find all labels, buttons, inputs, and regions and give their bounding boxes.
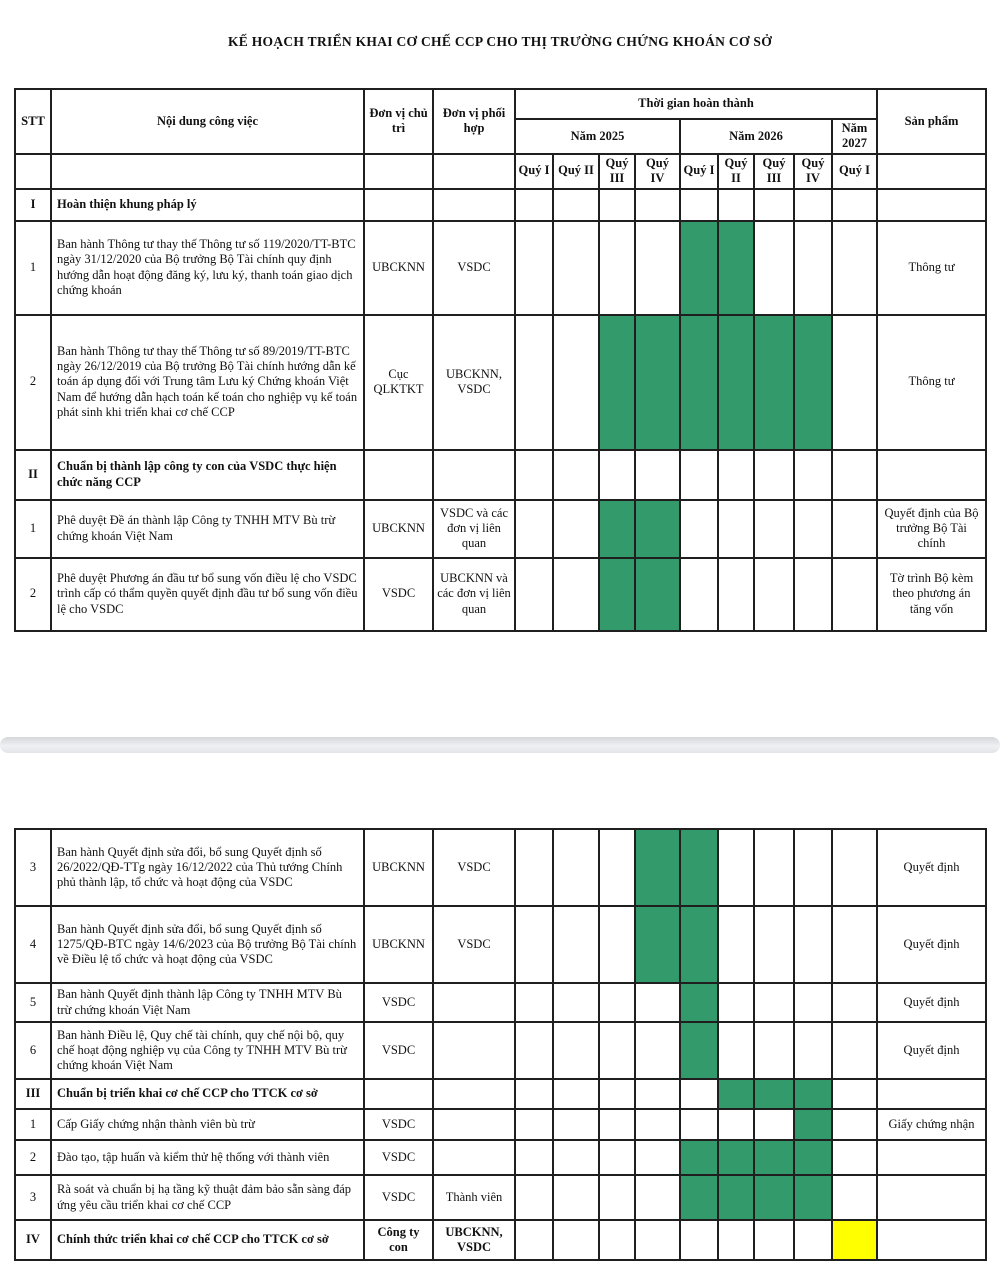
timeline-cell: [599, 1140, 635, 1175]
row-number-cell: 1: [15, 221, 51, 315]
product-cell: Giấy chứng nhận: [877, 1109, 986, 1140]
timeline-cell-marked: [754, 1140, 794, 1175]
timeline-cell: [754, 906, 794, 983]
timeline-cell: [832, 1079, 877, 1109]
timeline-cell: [754, 983, 794, 1022]
timeline-cell: [832, 829, 877, 906]
task-cell: Phê duyệt Phương án đầu tư bổ sung vốn điều lệ cho VSDC trình cấp có thẩm quyền quyết định đầu tư bổ sung vốn điều lệ cho VSDC: [51, 558, 364, 631]
timeline-cell: [515, 500, 553, 558]
table-row: [15, 558, 986, 631]
timeline-cell: [832, 1109, 877, 1140]
row-number-cell: 5: [15, 983, 51, 1022]
timeline-cell: [515, 450, 553, 500]
timeline-cell: [754, 1220, 794, 1260]
timeline-cell: [515, 1220, 553, 1260]
timeline-cell: [718, 500, 754, 558]
table-row: [15, 1022, 986, 1079]
timeline-cell-marked: [794, 1175, 832, 1220]
header-row-quarters: [15, 154, 986, 189]
empty-cell: [364, 154, 433, 189]
year-header-2027: Năm 2027: [832, 119, 877, 154]
timeline-cell-marked: [718, 221, 754, 315]
timeline-cell: [680, 1220, 718, 1260]
timeline-cell: [515, 906, 553, 983]
task-cell: Chuẩn bị triển khai cơ chế CCP cho TTCK cơ sở: [51, 1079, 364, 1109]
quarter-header: Quý III: [754, 154, 794, 189]
timeline-cell: [515, 829, 553, 906]
quarter-header: Quý IV: [635, 154, 680, 189]
task-cell: Ban hành Quyết định sửa đổi, bổ sung Quyết định số 26/2022/QĐ-TTg ngày 16/12/2022 của Thủ tướng Chính phủ thành lập, tổ chức và hoạt động của VSDC: [51, 829, 364, 906]
product-cell: Quyết định: [877, 906, 986, 983]
timeline-cell-marked: [718, 1175, 754, 1220]
timeline-cell: [553, 1175, 599, 1220]
timeline-cell: [718, 1022, 754, 1079]
page-title: KẾ HOẠCH TRIỂN KHAI CƠ CHẾ CCP CHO THỊ TRƯỜNG CHỨNG KHOÁN CƠ SỞ: [227, 34, 773, 49]
lead-unit-cell: [364, 450, 433, 500]
table-row: [15, 500, 986, 558]
timeline-cell-marked: [754, 1079, 794, 1109]
task-cell: Rà soát và chuẩn bị hạ tầng kỹ thuật đảm bảo sẵn sàng đáp ứng yêu cầu triển khai cơ chế CCP: [51, 1175, 364, 1220]
timeline-cell: [832, 450, 877, 500]
timeline-cell: [635, 189, 680, 221]
task-cell: Ban hành Thông tư thay thế Thông tư số 119/2020/TT-BTC ngày 31/12/2020 của Bộ trưởng Bộ Tài chính quy định hướng dẫn hoạt động đăng ký, lưu ký, thanh toán giao dịch chứng khoán: [51, 221, 364, 315]
timeline-cell-marked: [680, 1022, 718, 1079]
timeline-cell-marked: [635, 500, 680, 558]
row-number-cell: 4: [15, 906, 51, 983]
timeline-cell: [553, 558, 599, 631]
timeline-cell: [832, 189, 877, 221]
quarter-header: Quý IV: [794, 154, 832, 189]
lead-unit-cell: VSDC: [364, 983, 433, 1022]
table-row: [15, 983, 986, 1022]
coop-unit-cell: UBCKNN, VSDC: [433, 315, 515, 450]
timeline-cell: [680, 189, 718, 221]
timeline-cell: [515, 1022, 553, 1079]
timeline-cell: [794, 221, 832, 315]
section-number-cell: I: [15, 189, 51, 221]
timeline-cell: [680, 500, 718, 558]
coop-unit-cell: VSDC và các đơn vị liên quan: [433, 500, 515, 558]
timeline-cell: [832, 1022, 877, 1079]
timeline-cell-marked: [794, 1109, 832, 1140]
timeline-cell: [599, 221, 635, 315]
year-header-2025: Năm 2025: [515, 119, 680, 154]
timeline-cell: [515, 1079, 553, 1109]
timeline-cell-marked: [599, 558, 635, 631]
product-cell: Quyết định: [877, 983, 986, 1022]
timeline-cell: [635, 1079, 680, 1109]
timeline-cell-marked: [794, 315, 832, 450]
lead-unit-cell: VSDC: [364, 1175, 433, 1220]
timeline-cell: [635, 1220, 680, 1260]
row-number-cell: 6: [15, 1022, 51, 1079]
timeline-cell: [832, 315, 877, 450]
timeline-cell: [599, 1079, 635, 1109]
coop-unit-cell: UBCKNN và các đơn vị liên quan: [433, 558, 515, 631]
task-cell: Hoàn thiện khung pháp lý: [51, 189, 364, 221]
task-cell: Đào tạo, tập huấn và kiểm thử hệ thống với thành viên: [51, 1140, 364, 1175]
row-number-cell: 1: [15, 1109, 51, 1140]
table-row: [15, 1220, 986, 1260]
timeline-cell: [754, 221, 794, 315]
table-row: [15, 189, 986, 221]
timeline-cell-marked: [680, 221, 718, 315]
coop-unit-cell: [433, 1140, 515, 1175]
lead-unit-cell: UBCKNN: [364, 906, 433, 983]
lead-unit-cell: UBCKNN: [364, 829, 433, 906]
quarter-header: Quý II: [553, 154, 599, 189]
lead-unit-cell: VSDC: [364, 1022, 433, 1079]
quarter-header: Quý III: [599, 154, 635, 189]
timeline-cell: [680, 1079, 718, 1109]
timeline-cell-marked: [599, 500, 635, 558]
row-number-cell: 3: [15, 1175, 51, 1220]
lead-unit-cell: UBCKNN: [364, 221, 433, 315]
task-cell: Phê duyệt Đề án thành lập Công ty TNHH MTV Bù trừ chứng khoán Việt Nam: [51, 500, 364, 558]
timeline-cell: [754, 1022, 794, 1079]
table-row: [15, 906, 986, 983]
timeline-cell: [718, 1109, 754, 1140]
plan-table-upper: [14, 88, 987, 632]
timeline-cell: [754, 500, 794, 558]
timeline-cell: [794, 558, 832, 631]
timeline-cell: [794, 500, 832, 558]
timeline-cell-marked: [718, 1079, 754, 1109]
plan-table-lower: [14, 828, 987, 1261]
product-cell: Quyết định của Bộ trưởng Bộ Tài chính: [877, 500, 986, 558]
lead-unit-cell: VSDC: [364, 1140, 433, 1175]
timeline-cell: [754, 189, 794, 221]
timeline-cell: [832, 558, 877, 631]
timeline-cell: [718, 450, 754, 500]
timeline-cell: [515, 221, 553, 315]
timeline-cell-marked: [635, 558, 680, 631]
timeline-cell: [553, 906, 599, 983]
lead-unit-cell: Công ty con: [364, 1220, 433, 1260]
timeline-cell: [553, 450, 599, 500]
timeline-cell: [718, 829, 754, 906]
row-number-cell: 2: [15, 315, 51, 450]
product-cell: [877, 450, 986, 500]
table-row: [15, 450, 986, 500]
timeline-cell: [635, 1140, 680, 1175]
timeline-cell: [718, 189, 754, 221]
quarter-header: Quý II: [718, 154, 754, 189]
product-cell: [877, 1140, 986, 1175]
timeline-cell: [832, 1140, 877, 1175]
task-cell: Ban hành Điều lệ, Quy chế tài chính, quy chế nội bộ, quy chế hoạt động nghiệp vụ của Công ty TNHH MTV Bù trừ chứng khoán Việt Nam: [51, 1022, 364, 1079]
product-cell: Thông tư: [877, 221, 986, 315]
timeline-cell: [553, 500, 599, 558]
timeline-cell: [635, 983, 680, 1022]
timeline-cell-marked: [599, 315, 635, 450]
timeline-cell: [635, 450, 680, 500]
timeline-cell: [599, 1022, 635, 1079]
empty-cell: [51, 154, 364, 189]
timeline-cell-marked: [680, 315, 718, 450]
timeline-cell: [553, 315, 599, 450]
empty-cell: [433, 154, 515, 189]
product-cell: Quyết định: [877, 829, 986, 906]
row-number-cell: 2: [15, 1140, 51, 1175]
empty-cell: [15, 154, 51, 189]
coop-unit-cell: [433, 1079, 515, 1109]
timeline-cell: [718, 906, 754, 983]
col-header-task: Nội dung công việc: [51, 89, 364, 154]
product-cell: [877, 1220, 986, 1260]
timeline-cell-marked: [680, 906, 718, 983]
timeline-cell: [718, 983, 754, 1022]
lead-unit-cell: VSDC: [364, 1109, 433, 1140]
timeline-cell: [599, 829, 635, 906]
timeline-cell: [553, 1109, 599, 1140]
table-row: [15, 315, 986, 450]
timeline-cell-marked: [635, 829, 680, 906]
timeline-cell-marked: [718, 315, 754, 450]
lead-unit-cell: UBCKNN: [364, 500, 433, 558]
task-cell: Cấp Giấy chứng nhận thành viên bù trừ: [51, 1109, 364, 1140]
task-cell: Ban hành Thông tư thay thế Thông tư số 89/2019/TT-BTC ngày 26/12/2019 của Bộ trưởng Bộ Tài chính hướng dẫn kế toán áp dụng đối với Trung tâm Lưu ký Chứng khoán Việt Nam để hướng dẫn hạch toán kế toán cho nghiệp vụ kế toán phát sinh khi triển khai cơ chế CCP: [51, 315, 364, 450]
timeline-cell: [680, 1109, 718, 1140]
row-number-cell: 1: [15, 500, 51, 558]
col-header-completion-time: Thời gian hoàn thành: [515, 89, 877, 119]
timeline-cell: [832, 983, 877, 1022]
col-header-product: Sản phẩm: [877, 89, 986, 154]
timeline-cell: [794, 189, 832, 221]
task-cell: Ban hành Quyết định thành lập Công ty TNHH MTV Bù trừ chứng khoán Việt Nam: [51, 983, 364, 1022]
product-cell: Thông tư: [877, 315, 986, 450]
timeline-cell: [515, 1175, 553, 1220]
timeline-cell: [680, 558, 718, 631]
timeline-cell: [553, 189, 599, 221]
timeline-cell-marked: [718, 1140, 754, 1175]
timeline-cell: [599, 1175, 635, 1220]
timeline-cell: [794, 1022, 832, 1079]
timeline-cell: [553, 221, 599, 315]
timeline-cell: [515, 558, 553, 631]
product-cell: [877, 1079, 986, 1109]
quarter-header: Quý I: [832, 154, 877, 189]
timeline-cell-marked: [794, 1140, 832, 1175]
lead-unit-cell: VSDC: [364, 558, 433, 631]
timeline-cell: [635, 1175, 680, 1220]
task-cell: Chuẩn bị thành lập công ty con của VSDC thực hiện chức năng CCP: [51, 450, 364, 500]
timeline-cell: [635, 1022, 680, 1079]
empty-cell: [877, 154, 986, 189]
timeline-cell-marked: [680, 1175, 718, 1220]
coop-unit-cell: [433, 189, 515, 221]
coop-unit-cell: VSDC: [433, 221, 515, 315]
timeline-cell-marked: [794, 1079, 832, 1109]
timeline-cell: [553, 983, 599, 1022]
timeline-cell: [832, 500, 877, 558]
timeline-cell: [794, 1220, 832, 1260]
timeline-cell: [754, 1109, 794, 1140]
timeline-cell: [515, 1140, 553, 1175]
timeline-cell-marked: [635, 906, 680, 983]
coop-unit-cell: [433, 1022, 515, 1079]
table-row: [15, 829, 986, 906]
coop-unit-cell: UBCKNN, VSDC: [433, 1220, 515, 1260]
header-row-main: [15, 89, 986, 119]
task-cell: Chính thức triển khai cơ chế CCP cho TTCK cơ sở: [51, 1220, 364, 1260]
timeline-cell: [599, 983, 635, 1022]
lead-unit-cell: [364, 189, 433, 221]
col-header-stt: STT: [15, 89, 51, 154]
timeline-cell: [515, 189, 553, 221]
timeline-cell: [599, 450, 635, 500]
timeline-cell: [832, 906, 877, 983]
timeline-cell: [599, 189, 635, 221]
timeline-cell: [832, 1175, 877, 1220]
table-row: [15, 1140, 986, 1175]
section-number-cell: III: [15, 1079, 51, 1109]
timeline-cell: [553, 1022, 599, 1079]
quarter-header: Quý I: [680, 154, 718, 189]
coop-unit-cell: [433, 983, 515, 1022]
timeline-cell-marked: [754, 315, 794, 450]
lead-unit-cell: Cục QLKTKT: [364, 315, 433, 450]
timeline-cell: [794, 906, 832, 983]
timeline-cell: [832, 221, 877, 315]
timeline-cell: [754, 450, 794, 500]
timeline-cell: [553, 829, 599, 906]
timeline-cell: [553, 1140, 599, 1175]
year-header-2026: Năm 2026: [680, 119, 832, 154]
coop-unit-cell: [433, 1109, 515, 1140]
horizontal-scrollbar-track[interactable]: [0, 737, 1000, 753]
timeline-cell: [599, 906, 635, 983]
timeline-cell: [635, 221, 680, 315]
timeline-cell: [635, 1109, 680, 1140]
table-row: [15, 1109, 986, 1140]
timeline-cell: [599, 1220, 635, 1260]
col-header-coop-unit: Đơn vị phối hợp: [433, 89, 515, 154]
timeline-cell: [553, 1079, 599, 1109]
timeline-cell: [553, 1220, 599, 1260]
table-row: [15, 1175, 986, 1220]
product-cell: [877, 1175, 986, 1220]
timeline-cell-marked: [680, 983, 718, 1022]
timeline-cell: [794, 450, 832, 500]
timeline-cell-marked: [754, 1175, 794, 1220]
coop-unit-cell: Thành viên: [433, 1175, 515, 1220]
timeline-cell: [680, 450, 718, 500]
coop-unit-cell: [433, 450, 515, 500]
product-cell: [877, 189, 986, 221]
section-number-cell: II: [15, 450, 51, 500]
table-row: [15, 1079, 986, 1109]
timeline-cell: [515, 983, 553, 1022]
timeline-cell: [794, 983, 832, 1022]
timeline-cell: [599, 1109, 635, 1140]
col-header-lead-unit: Đơn vị chủ trì: [364, 89, 433, 154]
product-cell: Tờ trình Bộ kèm theo phương án tăng vốn: [877, 558, 986, 631]
coop-unit-cell: VSDC: [433, 906, 515, 983]
quarter-header: Quý I: [515, 154, 553, 189]
timeline-cell: [794, 829, 832, 906]
timeline-cell-marked: [832, 1220, 877, 1260]
timeline-cell-marked: [680, 829, 718, 906]
row-number-cell: 2: [15, 558, 51, 631]
timeline-cell-marked: [680, 1140, 718, 1175]
table-row: [15, 221, 986, 315]
product-cell: Quyết định: [877, 1022, 986, 1079]
lead-unit-cell: [364, 1079, 433, 1109]
coop-unit-cell: VSDC: [433, 829, 515, 906]
task-cell: Ban hành Quyết định sửa đổi, bổ sung Quyết định số 1275/QĐ-BTC ngày 14/6/2023 của Bộ trưởng Bộ Tài chính về Điều lệ tổ chức và hoạt động của VSDC: [51, 906, 364, 983]
timeline-cell-marked: [635, 315, 680, 450]
timeline-cell: [718, 558, 754, 631]
timeline-cell: [718, 1220, 754, 1260]
row-number-cell: 3: [15, 829, 51, 906]
timeline-cell: [754, 558, 794, 631]
timeline-cell: [515, 315, 553, 450]
timeline-cell: [754, 829, 794, 906]
timeline-cell: [515, 1109, 553, 1140]
section-number-cell: IV: [15, 1220, 51, 1260]
